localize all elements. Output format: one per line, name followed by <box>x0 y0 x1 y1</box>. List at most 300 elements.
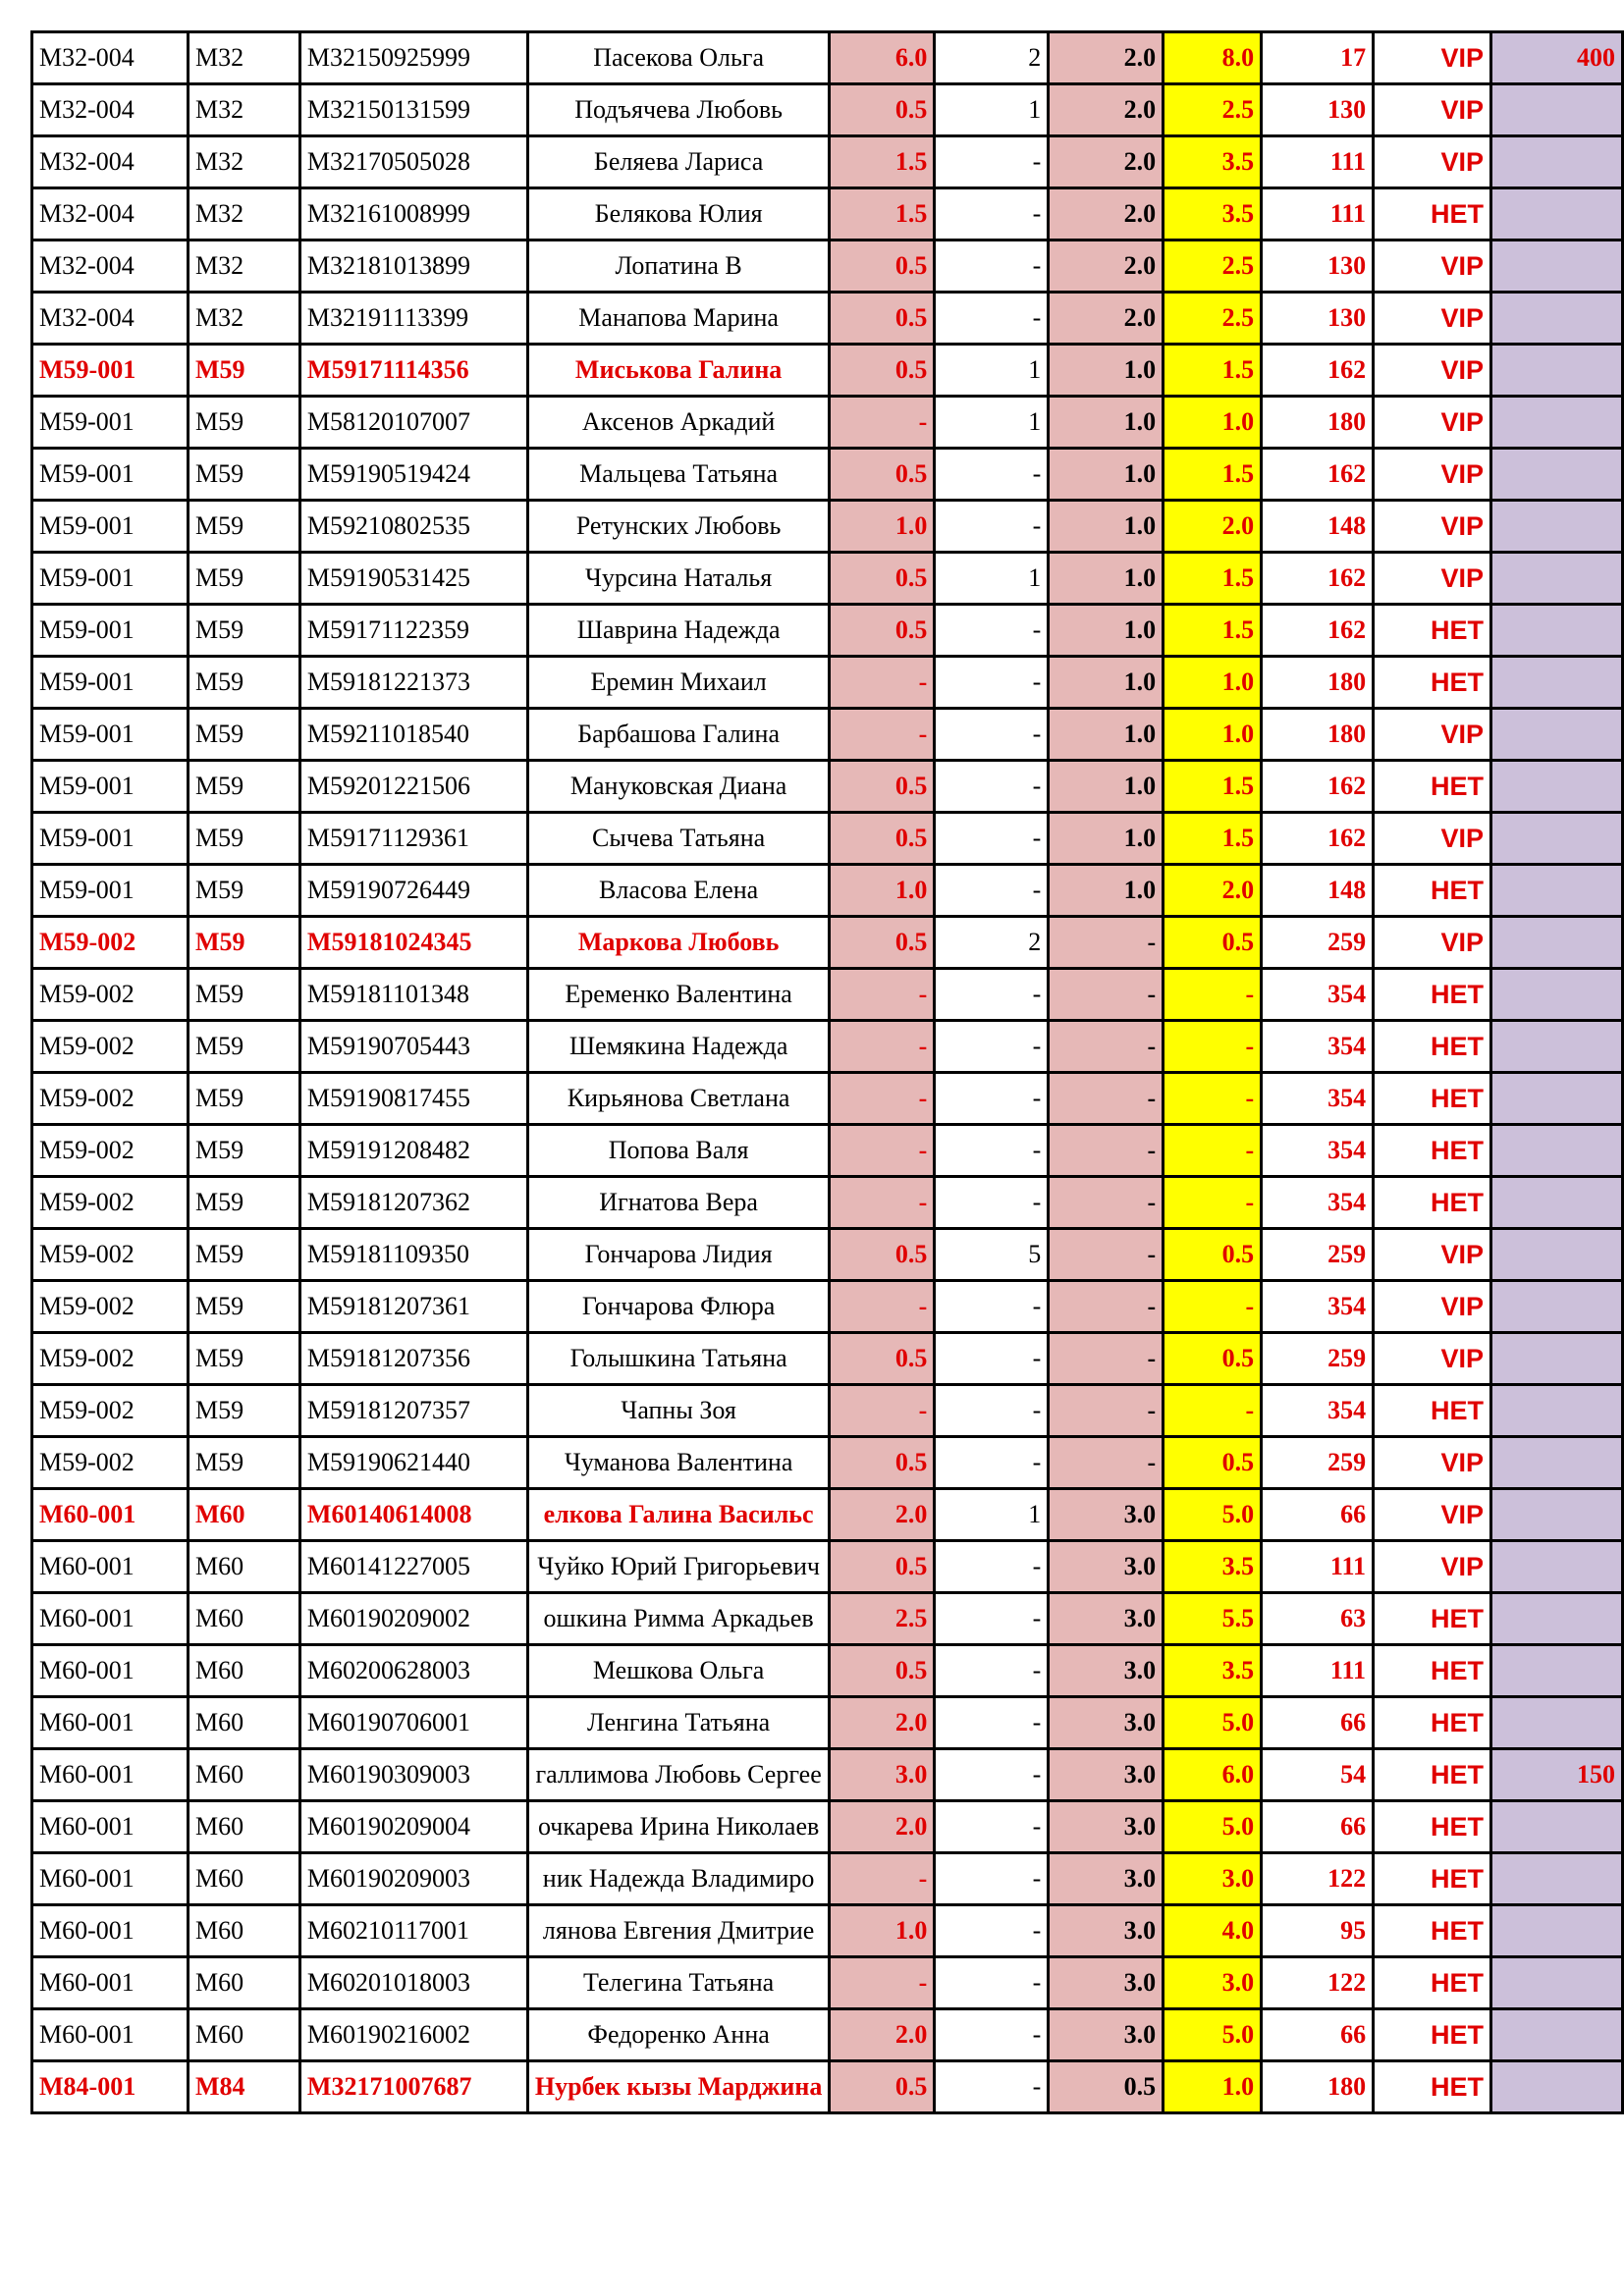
value-2-cell: - <box>935 1645 1049 1697</box>
client-id-cell: М59190531425 <box>299 553 527 605</box>
table-row <box>32 136 1623 188</box>
value-2-cell: - <box>935 1437 1049 1489</box>
status-cell: VIP <box>1374 293 1491 345</box>
branch-cell: М59 <box>188 1229 299 1281</box>
value-2-cell: - <box>935 1177 1049 1229</box>
order-code-cell: М32-004 <box>32 136 189 188</box>
rank-cell: 122 <box>1262 1957 1374 2009</box>
value-3-cell: 1.0 <box>1049 553 1164 605</box>
order-code-cell: М60-001 <box>32 1697 189 1749</box>
client-name-cell: Кирьянова Светлана <box>527 1073 830 1125</box>
value-3-cell: - <box>1049 1385 1164 1437</box>
client-name-cell: Чапны Зоя <box>527 1385 830 1437</box>
value-3-cell: 1.0 <box>1049 657 1164 709</box>
rank-cell: 162 <box>1262 605 1374 657</box>
branch-cell: М59 <box>188 1125 299 1177</box>
value-2-cell: 2 <box>935 917 1049 969</box>
client-id-cell: М60190209002 <box>299 1593 527 1645</box>
status-cell: НЕТ <box>1374 1177 1491 1229</box>
value-2-cell: - <box>935 865 1049 917</box>
value-1-cell: - <box>830 1177 935 1229</box>
branch-cell: М59 <box>188 449 299 501</box>
total-cell: - <box>1164 969 1262 1021</box>
rank-cell: 17 <box>1262 32 1374 84</box>
value-3-cell: 2.0 <box>1049 240 1164 293</box>
rank-cell: 111 <box>1262 188 1374 240</box>
total-cell: 1.0 <box>1164 709 1262 761</box>
extra-cell <box>1491 1489 1623 1541</box>
status-cell: НЕТ <box>1374 657 1491 709</box>
rank-cell: 130 <box>1262 240 1374 293</box>
extra-cell <box>1491 2009 1623 2061</box>
total-cell: 2.0 <box>1164 501 1262 553</box>
value-1-cell: 2.0 <box>830 1489 935 1541</box>
table-row <box>32 188 1623 240</box>
table-row <box>32 1905 1623 1957</box>
value-2-cell: - <box>935 761 1049 813</box>
client-name-cell: лянова Евгения Дмитрие <box>527 1905 830 1957</box>
rank-cell: 354 <box>1262 1073 1374 1125</box>
branch-cell: М60 <box>188 1957 299 2009</box>
status-cell: НЕТ <box>1374 188 1491 240</box>
value-2-cell: - <box>935 1801 1049 1853</box>
branch-cell: М59 <box>188 1177 299 1229</box>
extra-cell <box>1491 188 1623 240</box>
branch-cell: М60 <box>188 1489 299 1541</box>
value-1-cell: 2.0 <box>830 2009 935 2061</box>
value-2-cell: - <box>935 1385 1049 1437</box>
table-row <box>32 1021 1623 1073</box>
rank-cell: 259 <box>1262 1333 1374 1385</box>
table-row <box>32 1853 1623 1905</box>
table-row <box>32 1437 1623 1489</box>
branch-cell: М32 <box>188 136 299 188</box>
extra-cell <box>1491 1645 1623 1697</box>
status-cell: НЕТ <box>1374 761 1491 813</box>
value-2-cell: - <box>935 1073 1049 1125</box>
table-row <box>32 553 1623 605</box>
value-1-cell: 0.5 <box>830 84 935 136</box>
value-2-cell: - <box>935 1957 1049 2009</box>
status-cell: НЕТ <box>1374 865 1491 917</box>
rank-cell: 180 <box>1262 709 1374 761</box>
branch-cell: М59 <box>188 761 299 813</box>
client-name-cell: Шаврина Надежда <box>527 605 830 657</box>
branch-cell: М59 <box>188 345 299 397</box>
total-cell: 5.0 <box>1164 1801 1262 1853</box>
order-code-cell: М60-001 <box>32 2009 189 2061</box>
rank-cell: 354 <box>1262 1385 1374 1437</box>
total-cell: 8.0 <box>1164 32 1262 84</box>
table-row <box>32 1697 1623 1749</box>
total-cell: 0.5 <box>1164 1229 1262 1281</box>
branch-cell: М59 <box>188 969 299 1021</box>
client-id-cell: М59171129361 <box>299 813 527 865</box>
table-row <box>32 2009 1623 2061</box>
status-cell: НЕТ <box>1374 1853 1491 1905</box>
order-code-cell: М59-002 <box>32 1333 189 1385</box>
value-3-cell: - <box>1049 917 1164 969</box>
branch-cell: М60 <box>188 1853 299 1905</box>
client-id-cell: М60190216002 <box>299 2009 527 2061</box>
value-2-cell: 2 <box>935 32 1049 84</box>
value-2-cell: - <box>935 1541 1049 1593</box>
client-id-cell: М59190726449 <box>299 865 527 917</box>
rank-cell: 148 <box>1262 865 1374 917</box>
value-1-cell: - <box>830 1853 935 1905</box>
order-code-cell: М60-001 <box>32 1749 189 1801</box>
branch-cell: М60 <box>188 1905 299 1957</box>
rank-cell: 180 <box>1262 397 1374 449</box>
table-row <box>32 84 1623 136</box>
table-body <box>32 32 1623 2113</box>
value-1-cell: 6.0 <box>830 32 935 84</box>
status-cell: НЕТ <box>1374 1957 1491 2009</box>
status-cell: VIP <box>1374 240 1491 293</box>
extra-cell <box>1491 761 1623 813</box>
extra-cell <box>1491 1593 1623 1645</box>
rank-cell: 259 <box>1262 1437 1374 1489</box>
rank-cell: 66 <box>1262 2009 1374 2061</box>
client-name-cell: Гончарова Флюра <box>527 1281 830 1333</box>
extra-cell <box>1491 1437 1623 1489</box>
total-cell: - <box>1164 1385 1262 1437</box>
extra-cell <box>1491 969 1623 1021</box>
rank-cell: 259 <box>1262 917 1374 969</box>
branch-cell: М59 <box>188 1385 299 1437</box>
value-2-cell: - <box>935 1281 1049 1333</box>
extra-cell <box>1491 2061 1623 2113</box>
order-code-cell: М32-004 <box>32 293 189 345</box>
branch-cell: М60 <box>188 1645 299 1697</box>
status-cell: НЕТ <box>1374 2061 1491 2113</box>
value-2-cell: - <box>935 1749 1049 1801</box>
rank-cell: 54 <box>1262 1749 1374 1801</box>
table-row <box>32 1957 1623 2009</box>
order-code-cell: М59-001 <box>32 501 189 553</box>
extra-cell <box>1491 1229 1623 1281</box>
rank-cell: 111 <box>1262 1645 1374 1697</box>
value-3-cell: - <box>1049 1281 1164 1333</box>
value-1-cell: 0.5 <box>830 2061 935 2113</box>
data-table <box>30 30 1624 2114</box>
branch-cell: М60 <box>188 1541 299 1593</box>
total-cell: 1.5 <box>1164 813 1262 865</box>
value-3-cell: 2.0 <box>1049 188 1164 240</box>
client-name-cell: Манапова Марина <box>527 293 830 345</box>
extra-cell <box>1491 917 1623 969</box>
table-row <box>32 1541 1623 1593</box>
client-name-cell: Мальцева Татьяна <box>527 449 830 501</box>
order-code-cell: М60-001 <box>32 1541 189 1593</box>
client-id-cell: М60141227005 <box>299 1541 527 1593</box>
value-3-cell: 1.0 <box>1049 709 1164 761</box>
extra-cell <box>1491 1281 1623 1333</box>
client-id-cell: М59191208482 <box>299 1125 527 1177</box>
value-2-cell: - <box>935 240 1049 293</box>
client-id-cell: М32171007687 <box>299 2061 527 2113</box>
status-cell: НЕТ <box>1374 1073 1491 1125</box>
value-3-cell: 3.0 <box>1049 1905 1164 1957</box>
branch-cell: М32 <box>188 32 299 84</box>
value-2-cell: - <box>935 501 1049 553</box>
extra-cell <box>1491 1333 1623 1385</box>
value-3-cell: 3.0 <box>1049 1541 1164 1593</box>
order-code-cell: М32-004 <box>32 32 189 84</box>
value-3-cell: 2.0 <box>1049 293 1164 345</box>
table-row <box>32 1385 1623 1437</box>
rank-cell: 180 <box>1262 2061 1374 2113</box>
branch-cell: М59 <box>188 865 299 917</box>
order-code-cell: М59-002 <box>32 917 189 969</box>
rank-cell: 122 <box>1262 1853 1374 1905</box>
client-name-cell: ошкина Римма Аркадьев <box>527 1593 830 1645</box>
client-name-cell: Миськова Галина <box>527 345 830 397</box>
status-cell: НЕТ <box>1374 1385 1491 1437</box>
client-name-cell: Пасекова Ольга <box>527 32 830 84</box>
extra-cell <box>1491 1541 1623 1593</box>
client-name-cell: Мешкова Ольга <box>527 1645 830 1697</box>
value-2-cell: 1 <box>935 84 1049 136</box>
order-code-cell: М59-001 <box>32 865 189 917</box>
order-code-cell: М59-001 <box>32 761 189 813</box>
order-code-cell: М60-001 <box>32 1905 189 1957</box>
value-3-cell: 0.5 <box>1049 2061 1164 2113</box>
total-cell: 1.5 <box>1164 761 1262 813</box>
value-2-cell: - <box>935 813 1049 865</box>
total-cell: 5.0 <box>1164 1489 1262 1541</box>
value-1-cell: 0.5 <box>830 293 935 345</box>
rank-cell: 66 <box>1262 1489 1374 1541</box>
value-2-cell: 1 <box>935 1489 1049 1541</box>
branch-cell: М59 <box>188 813 299 865</box>
rank-cell: 66 <box>1262 1801 1374 1853</box>
table-row <box>32 1333 1623 1385</box>
client-name-cell: Чуманова Валентина <box>527 1437 830 1489</box>
value-2-cell: - <box>935 1905 1049 1957</box>
branch-cell: М84 <box>188 2061 299 2113</box>
client-id-cell: М32161008999 <box>299 188 527 240</box>
rank-cell: 130 <box>1262 84 1374 136</box>
value-1-cell: 1.0 <box>830 865 935 917</box>
status-cell: НЕТ <box>1374 1697 1491 1749</box>
value-3-cell: 3.0 <box>1049 1749 1164 1801</box>
rank-cell: 162 <box>1262 345 1374 397</box>
value-1-cell: - <box>830 1281 935 1333</box>
total-cell: 1.5 <box>1164 553 1262 605</box>
status-cell: VIP <box>1374 813 1491 865</box>
client-id-cell: М59190817455 <box>299 1073 527 1125</box>
value-1-cell: - <box>830 1021 935 1073</box>
rank-cell: 148 <box>1262 501 1374 553</box>
status-cell: VIP <box>1374 1437 1491 1489</box>
status-cell: НЕТ <box>1374 1125 1491 1177</box>
order-code-cell: М32-004 <box>32 84 189 136</box>
value-2-cell: - <box>935 293 1049 345</box>
value-1-cell: - <box>830 1073 935 1125</box>
value-1-cell: 0.5 <box>830 605 935 657</box>
value-1-cell: 0.5 <box>830 917 935 969</box>
client-id-cell: М58120107007 <box>299 397 527 449</box>
total-cell: 5.0 <box>1164 2009 1262 2061</box>
value-1-cell: - <box>830 397 935 449</box>
value-2-cell: - <box>935 605 1049 657</box>
table-row <box>32 709 1623 761</box>
client-name-cell: Аксенов Аркадий <box>527 397 830 449</box>
value-1-cell: 0.5 <box>830 449 935 501</box>
client-id-cell: М32191113399 <box>299 293 527 345</box>
status-cell: VIP <box>1374 501 1491 553</box>
value-2-cell: 1 <box>935 345 1049 397</box>
total-cell: 0.5 <box>1164 1437 1262 1489</box>
client-id-cell: М59190621440 <box>299 1437 527 1489</box>
value-2-cell: - <box>935 1125 1049 1177</box>
value-1-cell: 0.5 <box>830 345 935 397</box>
value-3-cell: 3.0 <box>1049 1853 1164 1905</box>
rank-cell: 162 <box>1262 761 1374 813</box>
total-cell: 1.0 <box>1164 2061 1262 2113</box>
value-1-cell: 0.5 <box>830 1645 935 1697</box>
client-id-cell: М59181024345 <box>299 917 527 969</box>
rank-cell: 354 <box>1262 1125 1374 1177</box>
rank-cell: 354 <box>1262 969 1374 1021</box>
status-cell: НЕТ <box>1374 605 1491 657</box>
table-row <box>32 1489 1623 1541</box>
table-row <box>32 501 1623 553</box>
order-code-cell: М60-001 <box>32 1645 189 1697</box>
extra-cell: 150 <box>1491 1749 1623 1801</box>
table-row <box>32 449 1623 501</box>
client-id-cell: М32150925999 <box>299 32 527 84</box>
value-2-cell: 1 <box>935 397 1049 449</box>
client-name-cell: Мануковская Диана <box>527 761 830 813</box>
branch-cell: М59 <box>188 397 299 449</box>
table-row <box>32 293 1623 345</box>
order-code-cell: М84-001 <box>32 2061 189 2113</box>
value-2-cell: - <box>935 1021 1049 1073</box>
value-3-cell: 1.0 <box>1049 813 1164 865</box>
status-cell: VIP <box>1374 1333 1491 1385</box>
order-code-cell: М59-002 <box>32 1281 189 1333</box>
client-id-cell: М59201221506 <box>299 761 527 813</box>
client-id-cell: М60190209003 <box>299 1853 527 1905</box>
total-cell: 1.0 <box>1164 397 1262 449</box>
client-name-cell: Ретунских Любовь <box>527 501 830 553</box>
rank-cell: 130 <box>1262 293 1374 345</box>
client-id-cell: М60200628003 <box>299 1645 527 1697</box>
rank-cell: 180 <box>1262 657 1374 709</box>
value-3-cell: - <box>1049 1125 1164 1177</box>
extra-cell <box>1491 397 1623 449</box>
value-3-cell: 3.0 <box>1049 1697 1164 1749</box>
total-cell: 5.5 <box>1164 1593 1262 1645</box>
status-cell: НЕТ <box>1374 2009 1491 2061</box>
total-cell: 1.5 <box>1164 605 1262 657</box>
rank-cell: 111 <box>1262 136 1374 188</box>
value-3-cell: - <box>1049 1333 1164 1385</box>
client-name-cell: Игнатова Вера <box>527 1177 830 1229</box>
total-cell: 2.5 <box>1164 293 1262 345</box>
client-name-cell: Беляева Лариса <box>527 136 830 188</box>
rank-cell: 354 <box>1262 1281 1374 1333</box>
client-id-cell: М59181207356 <box>299 1333 527 1385</box>
extra-cell <box>1491 813 1623 865</box>
status-cell: НЕТ <box>1374 1801 1491 1853</box>
table-row <box>32 2061 1623 2113</box>
order-code-cell: М59-002 <box>32 1437 189 1489</box>
value-3-cell: 3.0 <box>1049 1801 1164 1853</box>
order-code-cell: М59-001 <box>32 345 189 397</box>
extra-cell <box>1491 657 1623 709</box>
value-3-cell: 2.0 <box>1049 84 1164 136</box>
status-cell: VIP <box>1374 84 1491 136</box>
order-code-cell: М59-002 <box>32 1073 189 1125</box>
branch-cell: М59 <box>188 1021 299 1073</box>
status-cell: VIP <box>1374 449 1491 501</box>
value-2-cell: - <box>935 2009 1049 2061</box>
client-id-cell: М32170505028 <box>299 136 527 188</box>
total-cell: 5.0 <box>1164 1697 1262 1749</box>
value-2-cell: 5 <box>935 1229 1049 1281</box>
extra-cell <box>1491 1125 1623 1177</box>
value-3-cell: 1.0 <box>1049 397 1164 449</box>
value-1-cell: - <box>830 709 935 761</box>
branch-cell: М32 <box>188 240 299 293</box>
branch-cell: М59 <box>188 657 299 709</box>
table-row <box>32 345 1623 397</box>
client-name-cell: Еремин Михаил <box>527 657 830 709</box>
order-code-cell: М60-001 <box>32 1489 189 1541</box>
table-row <box>32 1645 1623 1697</box>
client-id-cell: М59181207357 <box>299 1385 527 1437</box>
client-name-cell: галлимова Любовь Сергее <box>527 1749 830 1801</box>
extra-cell <box>1491 865 1623 917</box>
order-code-cell: М60-001 <box>32 1593 189 1645</box>
total-cell: 1.5 <box>1164 449 1262 501</box>
total-cell: 1.0 <box>1164 657 1262 709</box>
value-1-cell: 2.0 <box>830 1697 935 1749</box>
value-1-cell: 2.5 <box>830 1593 935 1645</box>
client-id-cell: М59171114356 <box>299 345 527 397</box>
client-id-cell: М59190519424 <box>299 449 527 501</box>
extra-cell <box>1491 84 1623 136</box>
total-cell: - <box>1164 1021 1262 1073</box>
order-code-cell: М59-002 <box>32 1177 189 1229</box>
table-row <box>32 1073 1623 1125</box>
branch-cell: М59 <box>188 709 299 761</box>
value-3-cell: 1.0 <box>1049 449 1164 501</box>
client-id-cell: М59190705443 <box>299 1021 527 1073</box>
value-1-cell: - <box>830 657 935 709</box>
value-3-cell: 1.0 <box>1049 605 1164 657</box>
total-cell: 3.5 <box>1164 188 1262 240</box>
value-1-cell: 1.5 <box>830 188 935 240</box>
extra-cell <box>1491 1801 1623 1853</box>
branch-cell: М59 <box>188 1333 299 1385</box>
value-1-cell: - <box>830 1385 935 1437</box>
value-1-cell: 0.5 <box>830 240 935 293</box>
value-2-cell: 1 <box>935 553 1049 605</box>
rank-cell: 354 <box>1262 1177 1374 1229</box>
branch-cell: М59 <box>188 1073 299 1125</box>
value-1-cell: - <box>830 969 935 1021</box>
total-cell: - <box>1164 1177 1262 1229</box>
client-id-cell: М59181207361 <box>299 1281 527 1333</box>
extra-cell <box>1491 1853 1623 1905</box>
client-name-cell: Голышкина Татьяна <box>527 1333 830 1385</box>
table-row <box>32 969 1623 1021</box>
rank-cell: 111 <box>1262 1541 1374 1593</box>
